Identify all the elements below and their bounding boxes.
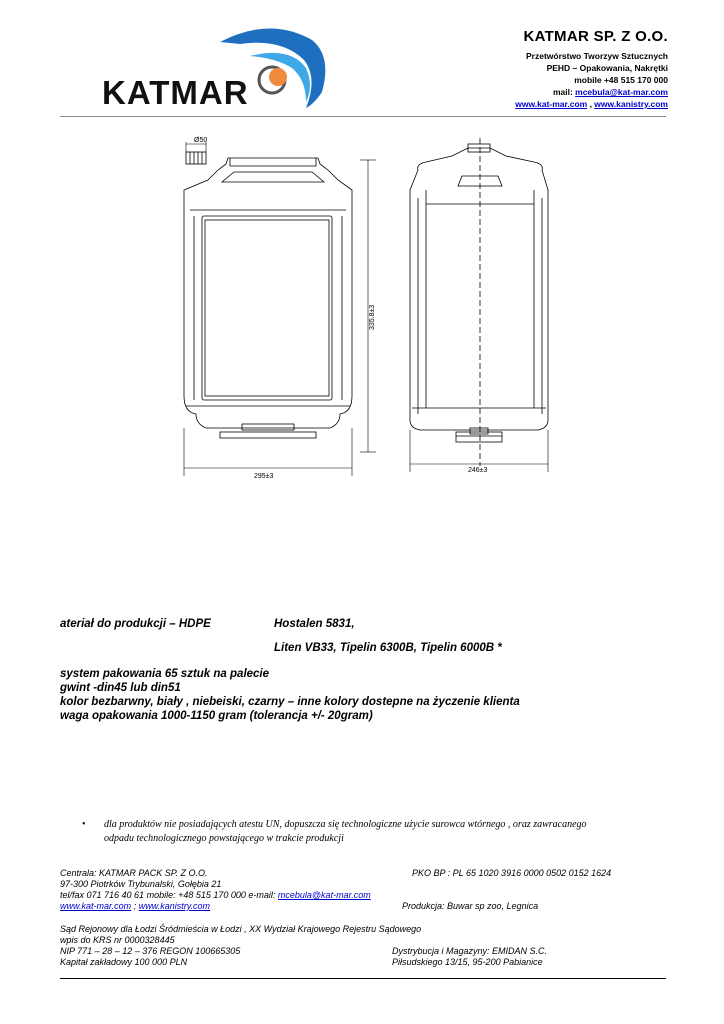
- footer-capital: Kapitał zakładowy 100 000 PLN: [60, 957, 188, 967]
- mail-link[interactable]: mcebula@kat-mar.com: [575, 87, 668, 97]
- footer-web-link-kanistry[interactable]: www.kanistry.com: [138, 901, 211, 911]
- footer-distribution: [392, 946, 547, 968]
- dim-neck-label: Ø50: [194, 137, 208, 144]
- company-logo: [100, 22, 330, 112]
- footer-hq-contact: [60, 890, 371, 901]
- footer-krs: wpis do KRS nr 0000328445: [60, 935, 175, 945]
- material-value-1: Hostalen 5831,: [274, 618, 355, 630]
- header-divider: [60, 116, 666, 117]
- company-products: PEHD – Opakowania, Nakrętki: [546, 63, 668, 73]
- footer-divider: [60, 978, 666, 979]
- company-mobile: mobile +48 515 170 000: [574, 75, 668, 85]
- company-web-row: [515, 98, 668, 110]
- footer-hq-name: Centrala: KATMAR PACK SP. Z O.O.: [60, 868, 208, 878]
- footer-hq: [60, 868, 371, 912]
- mail-label: mail:: [552, 87, 576, 97]
- footer-dist-name: Dystrybucja i Magazyny: EMIDAN S.C.: [392, 946, 548, 956]
- dim-side-width-label: 246±3: [468, 467, 488, 474]
- spec-packaging: system pakowania 65 sztuk na palecie: [60, 668, 270, 680]
- side-view: [410, 138, 548, 466]
- footer-court: Sąd Rejonowy dla Łodzi Śródmieścia w Łodzi , XX Wydział Krajowego Rejestru Sądowego: [60, 924, 422, 934]
- footer-web-separator: ;: [131, 901, 139, 911]
- spec-colors: kolor bezbarwny, biały , niebeiski, czarny – inne kolory dostepne na życzenie klienta: [60, 696, 520, 708]
- bullet: •: [82, 819, 86, 830]
- web-link-katmar[interactable]: www.kat-mar.com: [515, 99, 588, 109]
- canister-technical-drawing: [150, 130, 590, 500]
- footer-nip-regon: NIP 771 – 28 – 12 – 376 REGON 100665305: [60, 946, 241, 956]
- dim-height-label: 335.8±3: [369, 304, 376, 330]
- footer-mail-link[interactable]: mcebula@kat-mar.com: [277, 890, 371, 900]
- footer-web-link-katmar[interactable]: www.kat-mar.com: [60, 901, 132, 911]
- footer-contact-text: tel/fax 071 716 40 61 mobile: +48 515 170 000 e-mail:: [60, 890, 278, 900]
- footer-registry: [60, 924, 421, 968]
- dimension-lines: [184, 142, 548, 476]
- company-info: [515, 28, 668, 110]
- company-tagline: Przetwórstwo Tworzyw Sztucznych: [525, 51, 668, 61]
- dim-front-width-label: 295±3: [254, 473, 274, 480]
- spec-weight: waga opakowania 1000-1150 gram (tolerancja +/- 20gram): [60, 710, 373, 722]
- front-view: [184, 152, 352, 438]
- web-link-kanistry[interactable]: www.kanistry.com: [594, 99, 668, 109]
- company-mail-row: [515, 86, 668, 98]
- material-label: ateriał do produkcji – HDPE: [60, 618, 211, 630]
- recycled-material-note: [60, 818, 660, 846]
- company-name: KATMAR SP. Z O.O.: [523, 28, 668, 45]
- footer-web-row: [60, 901, 371, 912]
- spec-thread: gwint -din45 lub din51: [60, 682, 181, 694]
- footer-bank: PKO BP : PL 65 1020 3916 0000 0502 0152 1624: [412, 868, 612, 878]
- footer-hq-address: 97-300 Piotrków Trybunalski, Gołębia 21: [60, 879, 222, 889]
- logo-text: KATMAR: [102, 74, 249, 111]
- footer-dist-address: Piłsudskiego 13/15, 95-200 Pabianice: [392, 957, 543, 967]
- footer-production: Produkcja: Buwar sp zoo, Legnica: [402, 901, 539, 911]
- material-value-2: Liten VB33, Tipelin 6300B, Tipelin 6000B *: [274, 642, 502, 654]
- note-line-2: odpadu technologicznego powstającego w trakcie produkcji: [104, 833, 344, 844]
- web-separator: ,: [587, 99, 595, 109]
- note-line-1: dla produktów nie posiadających atestu UN, dopuszcza się technologiczne użycie surowca wtórnego , oraz zawracanego: [104, 819, 587, 830]
